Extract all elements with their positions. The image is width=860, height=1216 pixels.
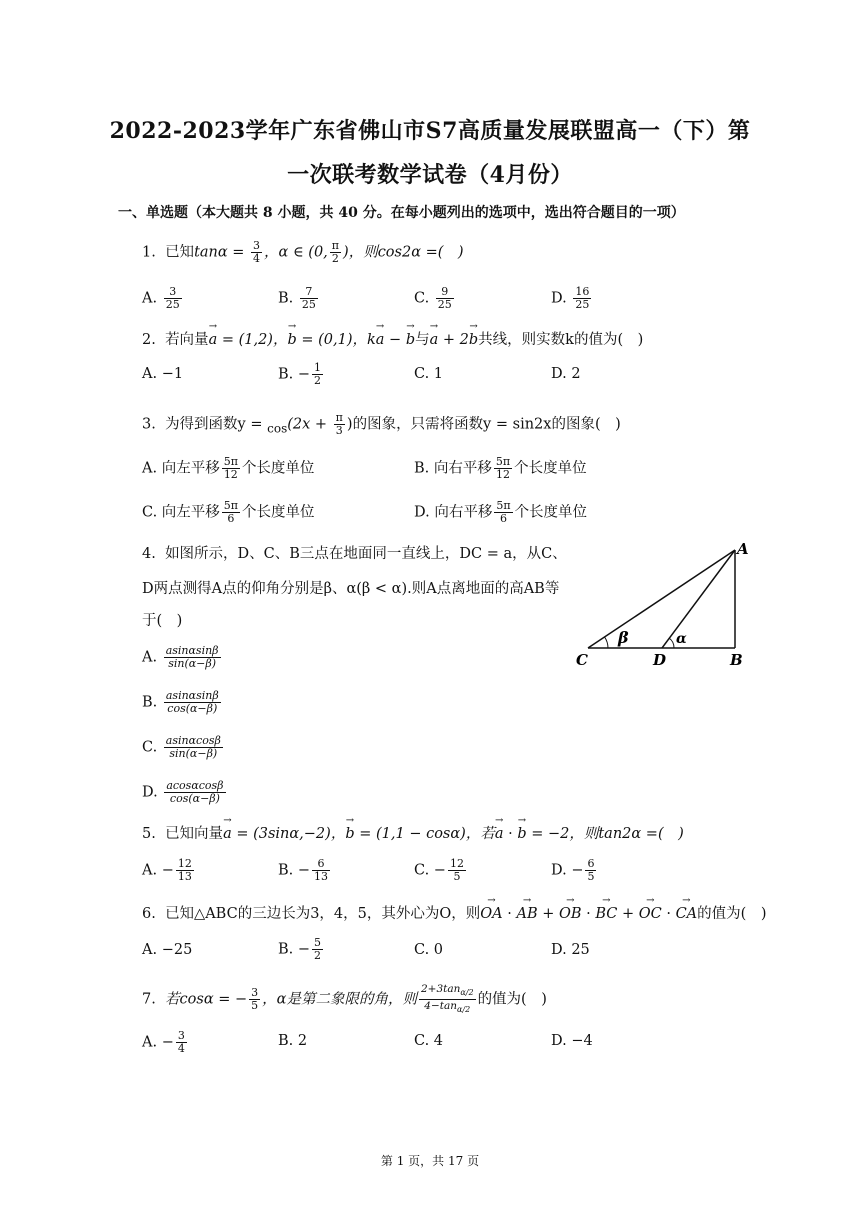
q3-option-a[interactable]: A. 向左平移 $\frac{5\pi}{12}$ 个长度单位 (142, 455, 315, 481)
label-d: D (653, 651, 667, 669)
q1-option-a[interactable]: A. $\frac{3}{25}$ (142, 285, 180, 311)
angle-beta-arc (605, 637, 608, 648)
q3-option-b[interactable]: B. 向右平移 $\frac{5\pi}{12}$ 个长度单位 (414, 455, 587, 481)
q1-option-c[interactable]: C. $\frac{9}{25}$ (414, 285, 452, 311)
q7-option-d[interactable]: D. −4 (551, 1033, 593, 1049)
q1-option-b[interactable]: B. $\frac{7}{25}$ (278, 285, 316, 311)
line-da (662, 550, 735, 648)
q4-option-d[interactable]: D. $\frac{acos\alpha\cos\beta}{\cos(\alpha-\beta)}$ (142, 779, 224, 805)
q2-option-c[interactable]: C. 1 (414, 366, 444, 382)
q4-option-a[interactable]: A. $\frac{asin\alpha\sin\beta}{\sin(\alpha-\beta)}$ (142, 644, 219, 670)
q6-option-b[interactable]: B. − $\frac{5}{2}$ (278, 936, 322, 962)
q4-option-c[interactable]: C. $\frac{asin\alpha\cos\beta}{\sin(\alpha-\beta)}$ (142, 734, 221, 760)
exam-title-line2: 一次联考数学试卷（4月份） (287, 162, 573, 188)
question-4-line3: 于( ) (142, 613, 183, 629)
question-4-line2: D两点测得A点的仰角分别是β、α(β < α).则A点离地面的高AB等 (142, 581, 560, 597)
label-a: A (737, 540, 749, 558)
q6-option-c[interactable]: C. 0 (414, 942, 444, 958)
section-heading: 一、单选题（本大题共 8 小题，共 40 分。在每小题列出的选项中，选出符合题目的一项） (118, 205, 685, 221)
line-ca (588, 550, 735, 648)
q7-option-b[interactable]: B. 2 (278, 1033, 308, 1049)
q6-option-a[interactable]: A. −25 (142, 942, 193, 958)
q2-option-d[interactable]: D. 2 (551, 366, 581, 382)
q3-option-c[interactable]: C. 向左平移 $\frac{5\pi}{6}$ 个长度单位 (142, 499, 315, 525)
q1-option-d[interactable]: D. $\frac{16}{25}$ (551, 285, 590, 311)
question-6: 6. 已知△ABC的三边长为3，4，5，其外心为O，则OA → · AB → + OB → · BC → + OC → · CA →的值为( ) (142, 902, 766, 923)
page-footer: 第 1 页，共 17 页 (380, 1154, 480, 1168)
label-alpha: α (676, 631, 687, 647)
q5-option-c[interactable]: C. − $\frac{12}{5}$ (414, 857, 464, 883)
q6-option-d[interactable]: D. 25 (551, 942, 590, 958)
q5-option-a[interactable]: A. − $\frac{12}{13}$ (142, 857, 192, 883)
exam-title-line1: 2022-2023学年广东省佛山市S7高质量发展联盟高一（下）第 (109, 118, 751, 144)
q3-option-d[interactable]: D. 向右平移 $\frac{5\pi}{6}$ 个长度单位 (414, 499, 588, 525)
q5-option-d[interactable]: D. − $\frac{6}{5}$ (551, 857, 595, 883)
q7-option-c[interactable]: C. 4 (414, 1033, 444, 1049)
label-beta: β (618, 628, 629, 647)
question-7: 7. 若cosα = − $\frac{3}{5}$ ，α是第二象限的角，则 $\frac{2+3\tan_{\alpha/2}}{4-\tan_{\alpha/2}}$ 的值为( ) (142, 983, 547, 1015)
question-5: 5. 已知向量a → = (3sinα,−2)，b → = (1,1 − cosα)，若a → · b → = −2，则tan2α =( ) (142, 822, 684, 843)
q4-option-b[interactable]: B. $\frac{asin\alpha\sin\beta}{\cos(\alpha-\beta)}$ (142, 689, 219, 715)
q2-option-b[interactable]: B. − $\frac{1}{2}$ (278, 361, 322, 387)
q5-option-b[interactable]: B. − $\frac{6}{13}$ (278, 857, 329, 883)
triangle-figure (570, 538, 770, 674)
label-b: B (730, 651, 743, 669)
q7-option-a[interactable]: A. − $\frac{3}{4}$ (142, 1029, 185, 1055)
question-4-line1: 4. 如图所示，D、C、B三点在地面同一直线上，DC = a，从C、 (142, 546, 567, 562)
question-3: 3. 为得到函数y = $_{cos}$(2x + $\frac{\pi}{3}$ )的图象，只需将函数y = sin2x的图象( ) (142, 411, 621, 437)
question-1: 1. 已知tanα = $\frac{3}{4}$ ，α ∈ (0, $\frac{\pi}{2}$ )，则cos2α =( ) (142, 239, 464, 265)
q2-option-a[interactable]: A. −1 (142, 366, 184, 382)
label-c: C (576, 651, 588, 669)
angle-alpha-arc (669, 638, 674, 648)
question-2: 2. 若向量a → = (1,2)，b → = (0,1)，ka → − b →与a → + 2b →共线，则实数k的值为( ) (142, 328, 643, 349)
